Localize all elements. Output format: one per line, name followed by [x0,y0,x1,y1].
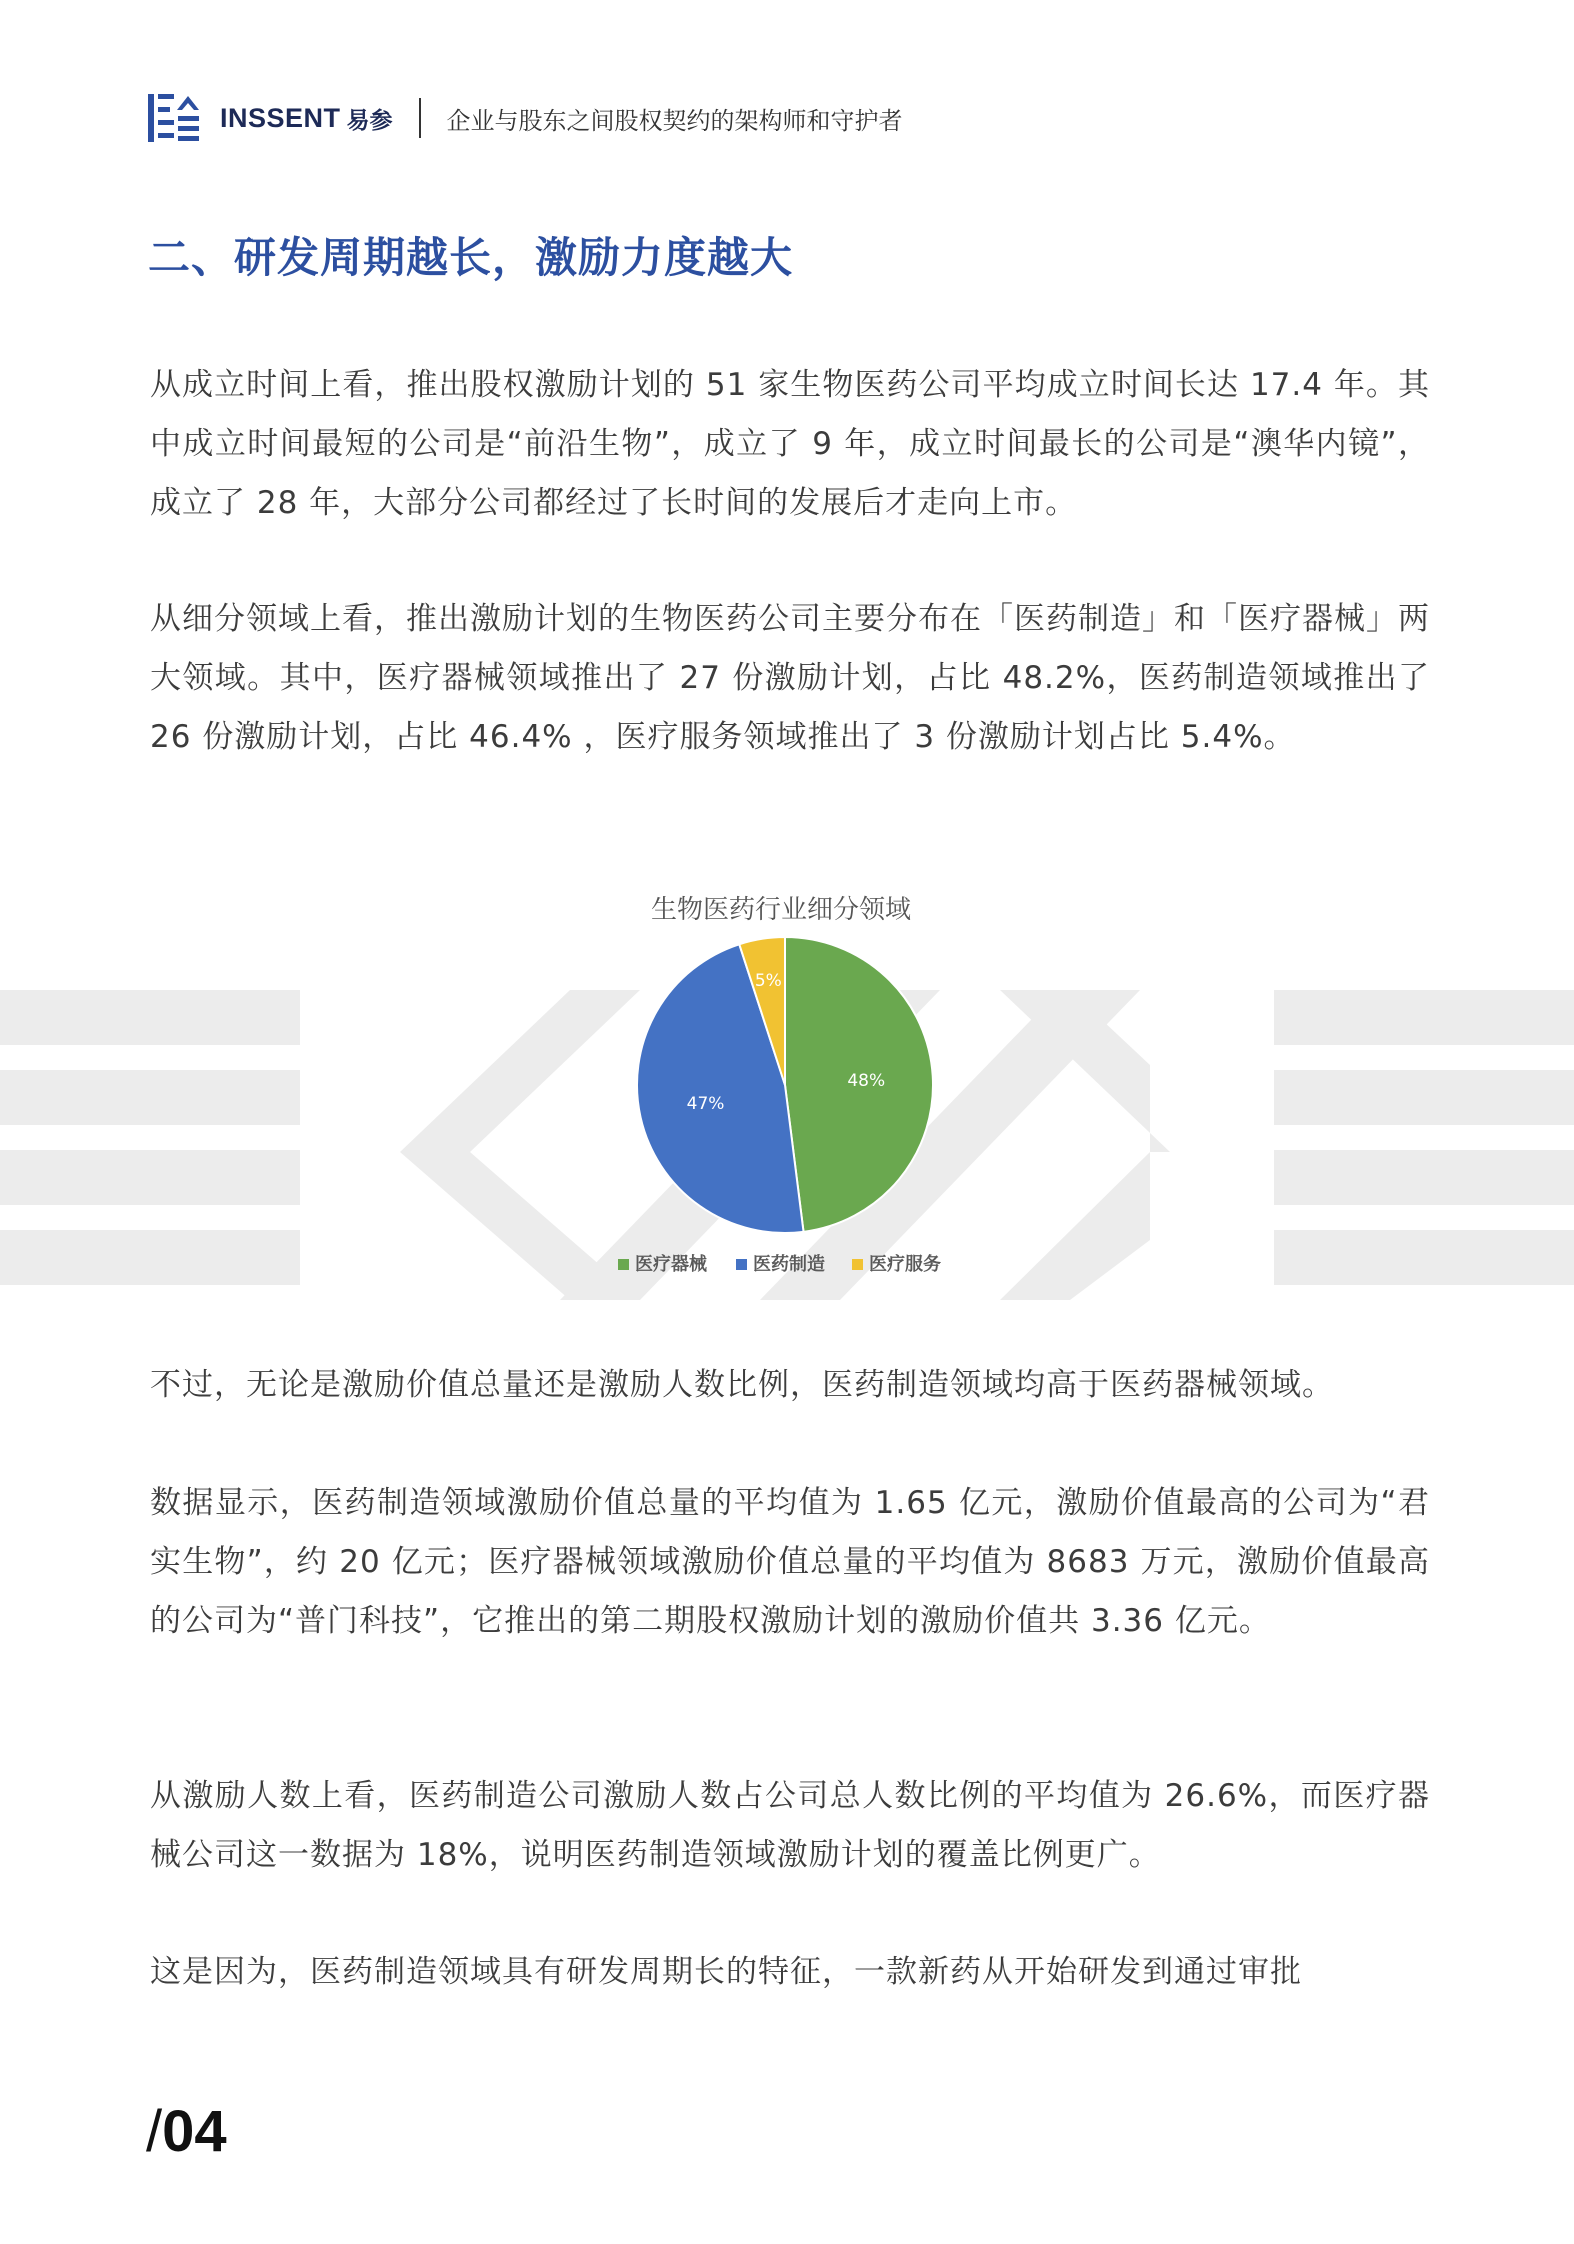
pie-data-label-1: 48% [847,1070,886,1091]
page-number [146,2098,227,2165]
paragraph-comparison: 不过，无论是激励价值总量还是激励人数比例，医药制造领域均高于医药器械领域。 [150,1367,1334,1403]
insent-logo-icon [148,92,200,144]
header [148,92,903,144]
header-divider [419,98,421,138]
brand-name: INSSENT [220,102,341,133]
page-number-slash: / [146,2099,163,2164]
page-number-value: 04 [162,2099,227,2164]
section-title: 二、研发周期越长，激励力度越大 [148,233,794,282]
paragraph-value-data: 数据显示，医药制造领域激励价值总量的平均值为 1.65 亿元，激励价值最高的公司为“君实生物”，约 20 亿元；医疗器械领域激励价值总量的平均值为 8683 万元，激励价值最高的公司为“普门科技”，它推出的第二期股权激励计划的激励价值共 3.36 亿元。 [150,1485,1430,1639]
paragraph-reason: 这是因为，医药制造领域具有研发周期长的特征，一款新药从开始研发到通过审批 [150,1954,1302,1990]
paragraph-segments: 从细分领域上看，推出激励计划的生物医药公司主要分布在「医药制造」和「医疗器械」两大领域。其中，医疗器械领域推出了 27 份激励计划，占比 48.2%，医药制造领域推出了 26 份激励计划，占比 46.4% ，医疗服务领域推出了 3 份激励计划占比 5.4%。 [150,601,1430,755]
pie-data-label-2: 47% [686,1093,725,1114]
legend-swatch-1 [618,1259,629,1270]
pie-chart [560,880,1020,1300]
brand-name-cn: 易参 [346,107,393,134]
legend-label-3: 医疗服务 [869,1254,941,1275]
legend-label-1: 医疗器械 [635,1254,707,1275]
paragraph-headcount: 从激励人数上看，医药制造公司激励人数占公司总人数比例的平均值为 26.6%，而医疗器械公司这一数据为 18%，说明医药制造领域激励计划的覆盖比例更广。 [150,1778,1430,1873]
legend-swatch-2 [736,1259,747,1270]
pie-data-label-3: 5% [754,970,782,991]
paragraph-founding-time: 从成立时间上看，推出股权激励计划的 51 家生物医药公司平均成立时间长达 17.4 年。其中成立时间最短的公司是“前沿生物”，成立了 9 年，成立时间最长的公司是“澳华内镜”，成立了 28 年，大部分公司都经过了长时间的发展后才走向上市。 [150,367,1430,521]
legend-swatch-3 [852,1259,863,1270]
header-tagline: 企业与股东之间股权契约的架构师和守护者 [446,106,903,135]
legend-label-2: 医药制造 [753,1254,825,1275]
chart-title: 生物医药行业细分领域 [650,895,912,925]
